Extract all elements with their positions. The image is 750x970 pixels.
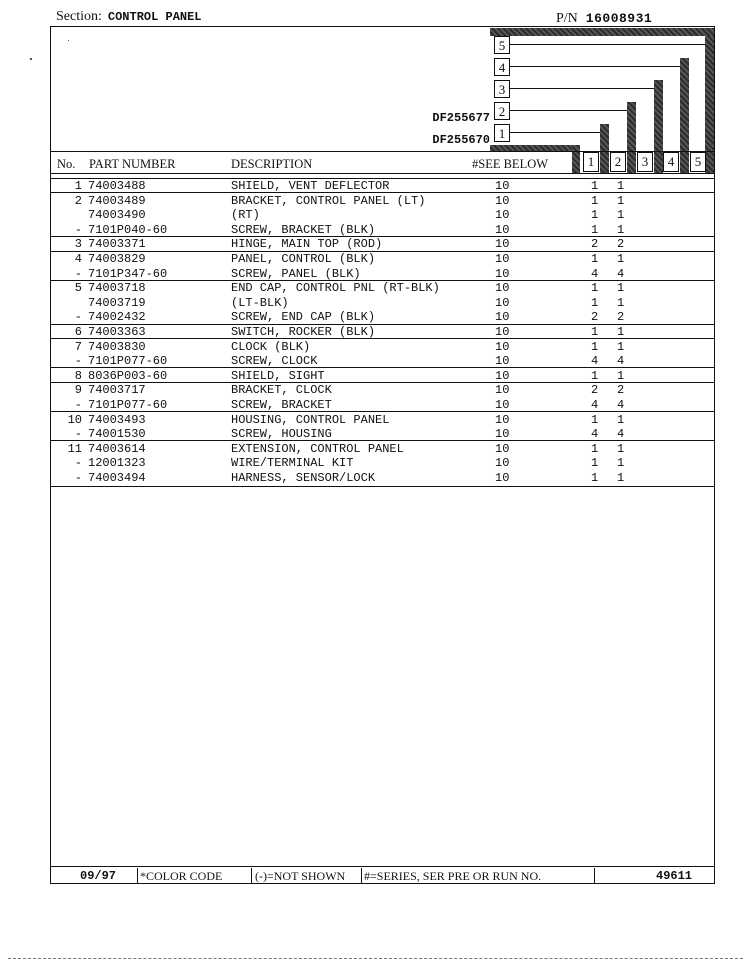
qty-col-2: 1: [617, 295, 625, 310]
table-row: [0, 442, 750, 457]
footer-divider: [251, 868, 252, 883]
item-number: 1: [74, 179, 82, 193]
graphic-bar-4: [680, 58, 689, 173]
description: (RT): [231, 208, 260, 223]
qty-col-2: 1: [617, 412, 625, 427]
col-header-see-below: #SEE BELOW: [472, 157, 549, 171]
column-box-1: 1: [494, 124, 510, 142]
model-number: DF255670: [432, 133, 490, 147]
graphic-bar-2: [627, 102, 636, 173]
item-number: -: [74, 427, 82, 442]
part-number: 74003717: [88, 383, 146, 398]
see-below-code: 10: [495, 325, 510, 339]
qty-col-2: 1: [617, 281, 625, 296]
part-number: 8036P003-60: [88, 368, 168, 383]
item-number: 5: [74, 281, 82, 296]
see-below-code: 10: [495, 193, 510, 208]
header-top-rule: [50, 151, 715, 152]
qty-col-2: 4: [617, 266, 625, 281]
description: SCREW, HOUSING: [231, 427, 332, 442]
part-number: 12001323: [88, 456, 146, 471]
qty-col-1: 1: [591, 281, 599, 296]
description: HOUSING, CONTROL PANEL: [231, 412, 390, 427]
footer-not-shown: (-)=NOT SHOWN: [255, 869, 346, 883]
qty-col-2: 2: [617, 383, 625, 398]
see-below-code: 10: [495, 456, 510, 471]
part-number: 74001530: [88, 427, 146, 442]
see-below-code: 10: [495, 310, 510, 325]
qty-col-1: 4: [591, 398, 599, 412]
see-below-code: 10: [495, 252, 510, 266]
col-header-no: No.: [57, 157, 76, 171]
graphic-bar-3: [654, 80, 663, 173]
footer-series: #=SERIES, SER PRE OR RUN NO.: [364, 869, 542, 883]
see-below-code: 10: [495, 441, 510, 456]
see-below-code: 10: [495, 412, 510, 427]
column-box-3: 3: [494, 80, 510, 98]
see-below-code: 10: [495, 398, 510, 412]
qty-col-2: 1: [617, 325, 625, 339]
item-number: 2: [74, 193, 82, 208]
item-number: 9: [74, 383, 82, 398]
qty-col-2: 1: [617, 339, 625, 354]
footer-divider: [594, 868, 595, 883]
graphic-bar-1: [600, 124, 609, 173]
qty-col-1: 2: [591, 310, 599, 325]
description: SCREW, END CAP (BLK): [231, 310, 376, 325]
leader-line-4: [510, 66, 680, 67]
item-number: 8: [74, 368, 82, 383]
item-number: -: [74, 471, 82, 485]
table-row: [0, 413, 750, 428]
qty-col-2: 4: [617, 398, 625, 412]
description: SWITCH, ROCKER (BLK): [231, 325, 376, 339]
part-number: 7101P347-60: [88, 266, 168, 281]
qty-col-2: 2: [617, 310, 625, 325]
see-below-code: 10: [495, 383, 510, 398]
footer-color-code: *COLOR CODE: [140, 869, 223, 883]
description: BRACKET, CLOCK: [231, 383, 332, 398]
description: SCREW, BRACKET: [231, 398, 332, 412]
qty-col-1: 2: [591, 237, 599, 252]
scan-speck: [30, 58, 32, 60]
description: (LT-BLK): [231, 295, 289, 310]
qty-col-1: 1: [591, 339, 599, 354]
qty-col-1: 1: [591, 471, 599, 485]
description: EXTENSION, CONTROL PANEL: [231, 441, 404, 456]
see-below-code: 10: [495, 266, 510, 281]
section-label: Section:: [56, 9, 102, 24]
part-number: 7101P040-60: [88, 222, 168, 237]
item-number: -: [74, 222, 82, 237]
qty-col-1: 4: [591, 354, 599, 369]
table-row: [0, 194, 750, 209]
qty-col-1: 2: [591, 383, 599, 398]
table-row: [0, 296, 750, 311]
qty-col-2: 1: [617, 441, 625, 456]
table-row: [0, 252, 750, 267]
leader-line-3: [510, 88, 654, 89]
leader-line-1: [510, 132, 600, 133]
part-number: 74003371: [88, 237, 146, 252]
section-header: [56, 9, 202, 25]
part-number: 74003489: [88, 193, 146, 208]
part-number-header: [556, 9, 652, 27]
item-number: -: [74, 266, 82, 281]
qty-col-1: 1: [591, 441, 599, 456]
qty-col-1: 1: [591, 193, 599, 208]
part-number: 74002432: [88, 310, 146, 325]
see-below-code: 10: [495, 222, 510, 237]
item-number: -: [74, 456, 82, 471]
page-bottom-line: [8, 958, 743, 959]
qty-col-2: 1: [617, 456, 625, 471]
qty-col-1: 1: [591, 325, 599, 339]
item-number: -: [74, 354, 82, 369]
header-bottom-rule: [50, 173, 715, 174]
see-below-code: 10: [495, 237, 510, 252]
table-end-rule: [50, 486, 715, 487]
qty-col-2: 1: [617, 471, 625, 485]
item-number: 11: [67, 441, 82, 456]
part-number: 74003493: [88, 412, 146, 427]
part-number: 74003830: [88, 339, 146, 354]
qty-col-2: 1: [617, 368, 625, 383]
description: SCREW, CLOCK: [231, 354, 318, 369]
table-row: [0, 471, 750, 486]
item-number: 4: [74, 252, 82, 266]
qty-col-header-1: 1: [583, 152, 599, 172]
description: END CAP, CONTROL PNL (RT-BLK): [231, 281, 440, 296]
see-below-code: 10: [495, 368, 510, 383]
footer-divider: [137, 868, 138, 883]
qty-col-2: 4: [617, 427, 625, 442]
table-row: [0, 340, 750, 355]
qty-col-header-5: 5: [690, 152, 706, 172]
column-box-2: 2: [494, 102, 510, 120]
see-below-code: 10: [495, 295, 510, 310]
qty-col-1: 1: [591, 368, 599, 383]
part-number: 7101P077-60: [88, 354, 168, 369]
graphic-stub-col: [572, 145, 580, 173]
qty-col-1: 1: [591, 222, 599, 237]
qty-col-1: 1: [591, 179, 599, 193]
qty-col-2: 2: [617, 237, 625, 252]
qty-col-2: 1: [617, 179, 625, 193]
item-number: 7: [74, 339, 82, 354]
description: PANEL, CONTROL (BLK): [231, 252, 376, 266]
qty-col-header-3: 3: [637, 152, 653, 172]
section-value: CONTROL PANEL: [107, 10, 202, 24]
table-row: [0, 208, 750, 223]
pn-value: 16008931: [585, 11, 653, 26]
column-box-4: 4: [494, 58, 510, 76]
footer-top-rule: [50, 866, 715, 867]
qty-col-2: 1: [617, 222, 625, 237]
qty-col-header-2: 2: [610, 152, 626, 172]
leader-line-5: [510, 44, 705, 45]
qty-col-2: 1: [617, 193, 625, 208]
footer-divider: [361, 868, 362, 883]
table-row: [0, 456, 750, 471]
leader-line-2: [510, 110, 627, 111]
col-header-description: DESCRIPTION: [231, 157, 313, 171]
item-number: -: [74, 310, 82, 325]
qty-col-2: 1: [617, 208, 625, 223]
qty-col-1: 4: [591, 427, 599, 442]
description: HINGE, MAIN TOP (ROD): [231, 237, 383, 252]
qty-col-1: 1: [591, 295, 599, 310]
graphic-bar-5: [705, 36, 714, 173]
qty-col-1: 1: [591, 456, 599, 471]
qty-col-1: 1: [591, 412, 599, 427]
see-below-code: 10: [495, 471, 510, 485]
part-number: 74003490: [88, 208, 146, 223]
description: SHIELD, VENT DEFLECTOR: [231, 179, 390, 193]
description: WIRE/TERMINAL KIT: [231, 456, 354, 471]
description: SCREW, BRACKET (BLK): [231, 222, 376, 237]
part-number: 74003719: [88, 295, 146, 310]
part-number: 74003829: [88, 252, 146, 266]
item-number: -: [74, 398, 82, 412]
item-number: 10: [67, 412, 82, 427]
col-header-part-number: PART NUMBER: [89, 157, 176, 171]
qty-col-header-4: 4: [663, 152, 679, 172]
see-below-code: 10: [495, 354, 510, 369]
table-row: [0, 383, 750, 398]
see-below-code: 10: [495, 281, 510, 296]
model-number: DF255677: [432, 111, 490, 125]
pn-label: P/N: [556, 11, 578, 26]
item-number: 3: [74, 237, 82, 252]
description: BRACKET, CONTROL PANEL (LT): [231, 193, 426, 208]
table-row: [0, 281, 750, 296]
footer-doc-number: 49611: [656, 869, 693, 883]
description: SHIELD, SIGHT: [231, 368, 325, 383]
part-number: 74003494: [88, 471, 146, 485]
part-number: 74003614: [88, 441, 146, 456]
see-below-code: 10: [495, 208, 510, 223]
see-below-code: 10: [495, 179, 510, 193]
item-number: 6: [74, 325, 82, 339]
qty-col-1: 4: [591, 266, 599, 281]
part-number: 74003363: [88, 325, 146, 339]
qty-col-1: 1: [591, 208, 599, 223]
qty-col-2: 4: [617, 354, 625, 369]
see-below-code: 10: [495, 339, 510, 354]
part-number: 74003718: [88, 281, 146, 296]
part-number: 7101P077-60: [88, 398, 168, 412]
description: SCREW, PANEL (BLK): [231, 266, 361, 281]
description: HARNESS, SENSOR/LOCK: [231, 471, 376, 485]
see-below-code: 10: [495, 427, 510, 442]
qty-col-1: 1: [591, 252, 599, 266]
part-number: 74003488: [88, 179, 146, 193]
qty-col-2: 1: [617, 252, 625, 266]
description: CLOCK (BLK): [231, 339, 311, 354]
footer-date: 09/97: [80, 869, 117, 883]
column-box-5: 5: [494, 36, 510, 54]
graphic-band: [490, 28, 714, 36]
